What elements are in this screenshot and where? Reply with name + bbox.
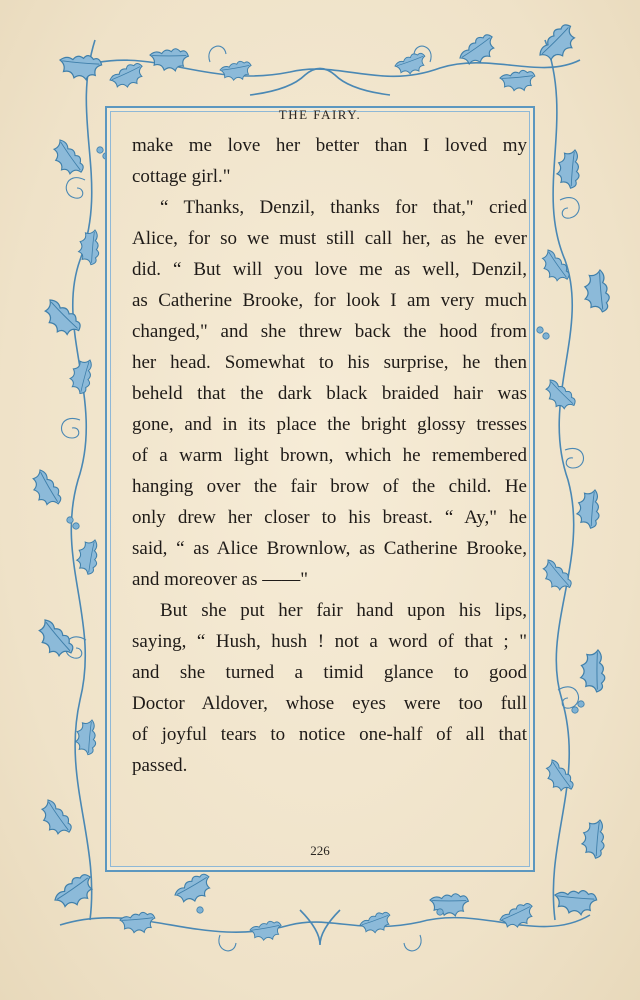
text-line: “ Thanks, Denzil, thanks for that," cried (160, 197, 527, 218)
text-line: her head. Somewhat to his surprise, he then (132, 352, 527, 373)
text-line: gone, and in its place the bright glossy tresses (132, 414, 527, 435)
text-line: changed," and she threw back the hood from (132, 321, 527, 342)
text-line: as Catherine Brooke, for look I am very much (132, 290, 527, 311)
text-line: only drew her closer to his breast. “ Ay," he (132, 507, 527, 528)
text-line: saying, “ Hush, hush ! not a word of that ; " (132, 631, 527, 652)
body-text (132, 130, 527, 781)
text-line: cottage girl." (132, 166, 231, 187)
text-line: said, “ as Alice Brownlow, as Catherine Brooke, (132, 538, 527, 559)
text-line: of a warm light brown, which he remembered (132, 445, 527, 466)
text-line: make me love her better than I loved my (132, 135, 527, 156)
text-line: beheld that the dark black braided hair was (132, 383, 527, 404)
running-header: THE FAIRY. (278, 107, 362, 122)
text-line: But she put her fair hand upon his lips, (160, 600, 527, 621)
text-line: hanging over the fair brow of the child. He (132, 476, 527, 497)
text-line: passed. (132, 755, 188, 776)
text-line: and moreover as ——" (132, 569, 309, 590)
text-line: Doctor Aldover, whose eyes were too full (132, 693, 527, 714)
text-line: and she turned a timid glance to good (132, 662, 527, 683)
text-line: did. “ But will you love me as well, Denzil, (132, 259, 527, 280)
text-line: of joyful tears to notice one-half of all that (132, 724, 527, 745)
page-number: 226 (310, 843, 330, 858)
text-line: Alice, for so we must still call her, as he ever (132, 228, 527, 249)
